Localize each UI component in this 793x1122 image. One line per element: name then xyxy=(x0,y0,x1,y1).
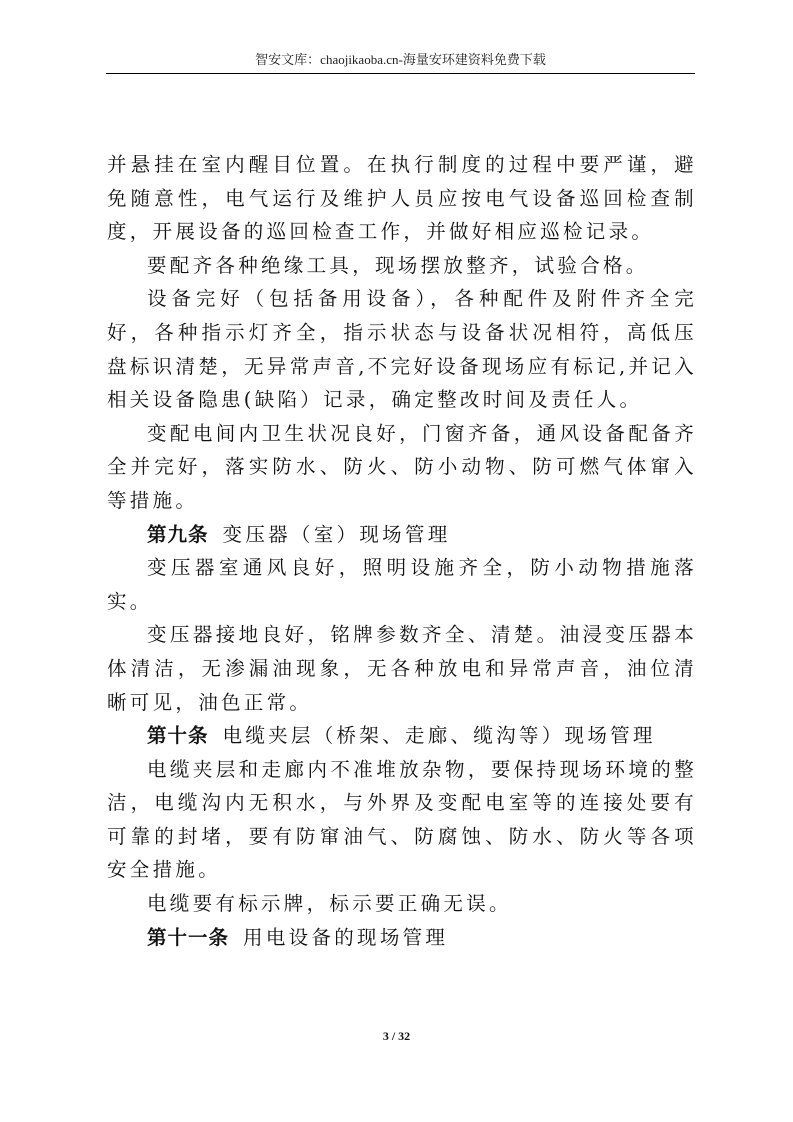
header-divider xyxy=(106,73,695,74)
article-title: 用电设备的现场管理 xyxy=(243,925,449,949)
article-heading-11 xyxy=(107,921,697,955)
article-number: 第十条 xyxy=(147,724,209,748)
paragraph: 要配齐各种绝缘工具，现场摆放整齐，试验合格。 xyxy=(147,253,649,277)
paragraph: 变压器接地良好，铭牌参数齐全、清楚。油浸变压器本体清洁，无渗漏油现象，无各种放电和异常声音，油位清晰可见，油色正常。 xyxy=(107,623,697,714)
article-heading-10 xyxy=(107,719,697,753)
paragraph: 并悬挂在室内醒目位置。在执行制度的过程中要严谨，避免随意性，电气运行及维护人员应按电气设备巡回检查制度，开展设备的巡回检查工作，并做好相应巡检记录。 xyxy=(107,153,697,244)
page-number: 3 / 32 xyxy=(382,1029,411,1043)
paragraph: 变压器室通风良好，照明设施齐全，防小动物措施落实。 xyxy=(107,556,697,613)
article-number: 第十一条 xyxy=(147,925,230,949)
article-number: 第九条 xyxy=(147,522,209,546)
paragraph: 变配电间内卫生状况良好，门窗齐备，通风设备配备齐全并完好，落实防水、防火、防小动物、防可燃气体窜入等措施。 xyxy=(107,421,697,512)
document-body xyxy=(107,148,697,954)
paragraph: 电缆夹层和走廊内不准堆放杂物，要保持现场环境的整洁，电缆沟内无积水，与外界及变配电室等的连接处要有可靠的封堵，要有防窜油气、防腐蚀、防水、防火等各项安全措施。 xyxy=(107,757,697,882)
page-header: 智安文库：chaojikaoba.cn-海量安环建资料免费下载 xyxy=(255,52,546,67)
article-title: 电缆夹层（桥架、走廊、缆沟等）现场管理 xyxy=(222,724,656,748)
paragraph: 电缆要有标示牌，标示要正确无误。 xyxy=(147,892,512,916)
article-heading-9 xyxy=(107,518,697,552)
article-title: 变压器（室）现场管理 xyxy=(222,522,451,546)
paragraph: 设备完好（包括备用设备），各种配件及附件齐全完好，各种指示灯齐全，指示状态与设备状况相符，高低压盘标识清楚，无异常声音,不完好设备现场应有标记,并记入相关设备隐患(缺陷）记录，确定整改时间及责任人。 xyxy=(107,287,697,412)
